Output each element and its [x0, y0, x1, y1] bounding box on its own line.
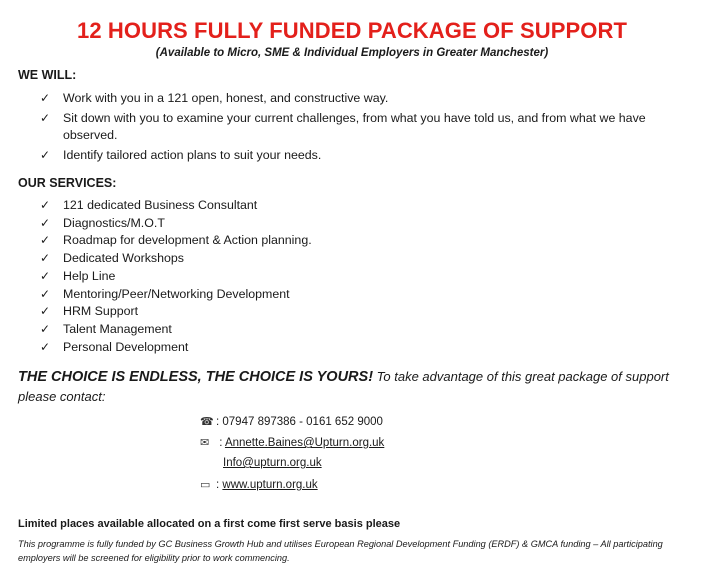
email-link[interactable]: Annette.Baines@Upturn.org.uk — [224, 437, 385, 449]
phone-number: : 07947 897386 - 0161 652 9000 — [216, 416, 383, 428]
list-item: ✓ Mentoring/Peer/Networking Development — [0, 286, 600, 304]
check-icon: ✓ — [40, 110, 51, 125]
check-icon: ✓ — [40, 268, 51, 283]
check-icon: ✓ — [40, 304, 51, 319]
choice-text: To take advantage of this great package of support please contact: — [18, 369, 669, 404]
page-title: 12 HOURS FULLY FUNDED PACKAGE OF SUPPORT — [77, 18, 627, 43]
funding-footnote: This programme is fully funded by GC Business Growth Hub and utilises European Regional Development Funding (ERDF) & GMCA funding – All participating employers will be screened for eligibility prior to work commencing. — [18, 539, 663, 563]
we-will-heading: WE WILL: — [18, 68, 77, 82]
contact-phone — [200, 415, 383, 428]
envelope-icon: ✉ — [200, 437, 210, 449]
choice-headline: THE CHOICE IS ENDLESS, THE CHOICE IS YOURS! — [18, 369, 374, 385]
contact-email-2 — [223, 457, 322, 469]
contact-web: ▭ : www.upturn.org.uk — [200, 479, 318, 491]
list-item: ✓ Work with you in a 121 open, honest, and constructive way. — [0, 90, 672, 108]
we-will-list — [0, 90, 672, 166]
call-to-action — [18, 367, 678, 407]
services-list — [0, 197, 600, 356]
list-item: ✓ Personal Development — [0, 339, 600, 357]
limited-places-notice: Limited places available allocated on a first come first serve basis please — [18, 518, 401, 530]
list-item: ✓ Diagnostics/M.O.T — [0, 215, 600, 233]
list-item: ✓ Sit down with you to examine your current challenges, from what you have told us, and from what we have observed. — [40, 110, 646, 142]
list-item: ✓ Dedicated Workshops — [0, 250, 600, 268]
list-item: ✓ Help Line — [0, 268, 600, 286]
website-link[interactable]: www.upturn.org.uk — [222, 479, 318, 491]
check-icon: ✓ — [40, 286, 51, 301]
check-icon: ✓ — [40, 91, 51, 105]
list-item: ✓ 121 dedicated Business Consultant — [0, 197, 600, 215]
check-icon: ✓ — [40, 233, 51, 248]
list-item: ✓ Identify tailored action plans to suit your needs. — [0, 147, 672, 165]
check-icon: ✓ — [40, 198, 51, 212]
services-heading: OUR SERVICES: — [18, 176, 117, 190]
list-item: ✓ HRM Support — [0, 303, 600, 321]
check-icon: ✓ — [40, 339, 51, 354]
check-icon: ✓ — [40, 147, 51, 162]
computer-icon: ▭ — [200, 479, 211, 491]
phone-icon: ☎ — [200, 416, 214, 428]
page-subtitle: (Available to Micro, SME & Individual Employers in Greater Manchester) — [155, 47, 549, 59]
list-item: ✓ Roadmap for development & Action planning. — [0, 232, 600, 250]
check-icon: ✓ — [40, 215, 51, 230]
contact-email: ✉ : Annette.Baines@Upturn.org.uk — [200, 437, 385, 449]
check-icon: ✓ — [40, 251, 51, 266]
list-item: ✓ Talent Management — [0, 321, 600, 339]
email-link-info[interactable]: Info@upturn.org.uk — [223, 457, 322, 469]
check-icon: ✓ — [40, 321, 51, 336]
